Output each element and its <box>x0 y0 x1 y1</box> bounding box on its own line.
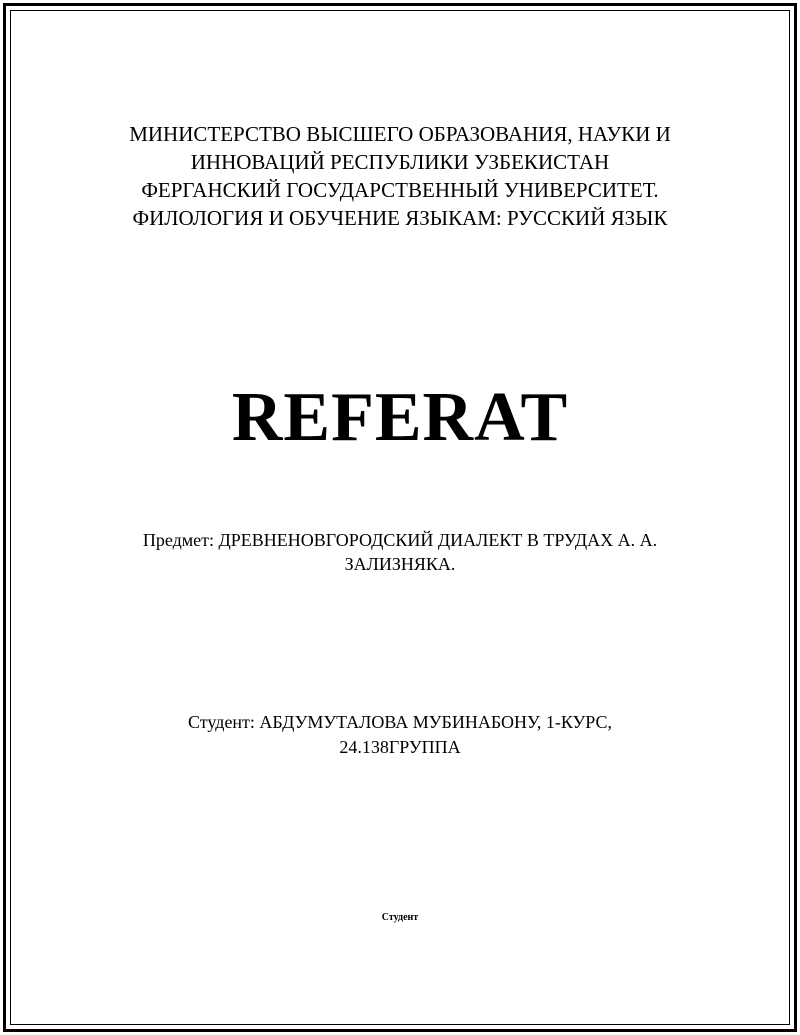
student-block <box>0 710 800 760</box>
subject-line: Предмет: ДРЕВНЕНОВГОРОДСКИЙ ДИАЛЕКТ В ТРУДАХ А. А. <box>142 530 658 550</box>
header-line: ИННОВАЦИЙ РЕСПУБЛИКИ УЗБЕКИСТАН <box>190 150 610 174</box>
header-line: МИНИСТЕРСТВО ВЫСШЕГО ОБРАЗОВАНИЯ, НАУКИ И <box>129 122 671 146</box>
document-title: REFERAT <box>231 379 569 456</box>
student-line: Студент: АБДУМУТАЛОВА МУБИНАБОНУ, 1-КУРС, <box>188 712 612 732</box>
footer-label: Студент <box>381 912 419 923</box>
institution-header <box>0 120 800 232</box>
subject-block <box>0 528 800 576</box>
subject-line: ЗАЛИЗНЯКА. <box>344 554 456 574</box>
header-line: ФЕРГАНСКИЙ ГОСУДАРСТВЕННЫЙ УНИВЕРСИТЕТ. <box>141 178 659 202</box>
student-line: 24.138ГРУППА <box>339 737 461 757</box>
header-line: ФИЛОЛОГИЯ И ОБУЧЕНИЕ ЯЗЫКАМ: РУССКИЙ ЯЗЫК <box>132 206 668 230</box>
